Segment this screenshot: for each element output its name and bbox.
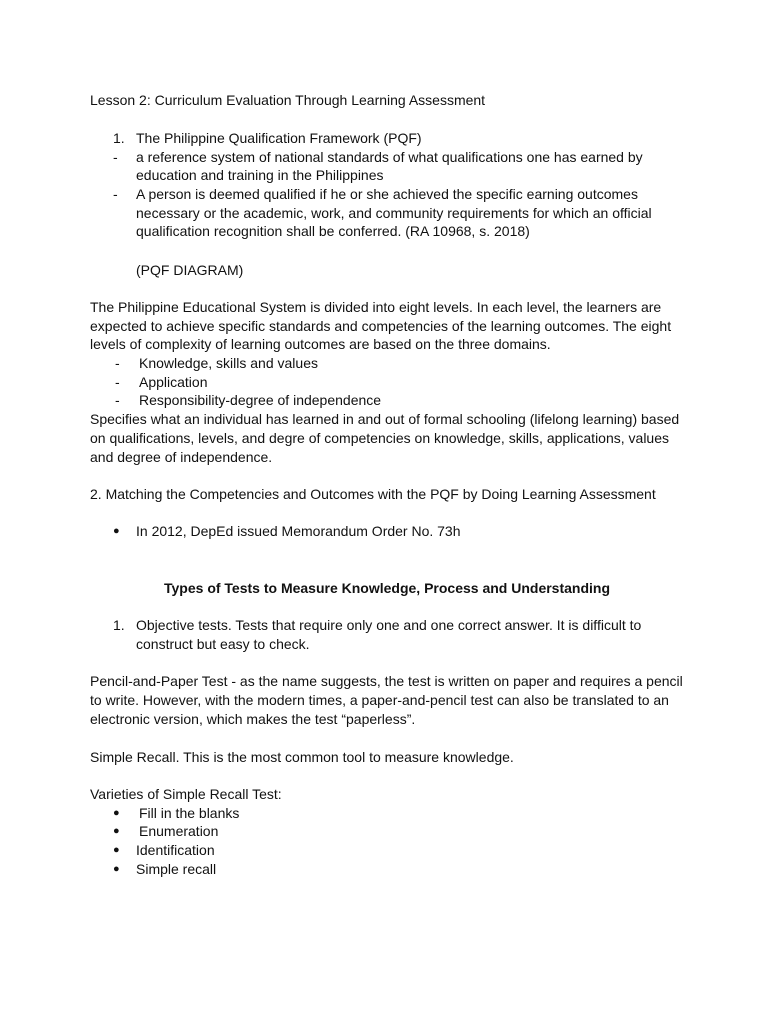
dash-marker: - — [115, 392, 120, 408]
bullet-icon: ● — [113, 863, 120, 875]
variety-item: Simple recall — [136, 861, 217, 877]
specifies-paragraph-line1: Specifies what an individual has learned in and out of formal schooling (lifelong learning) based — [90, 411, 680, 427]
bullet-icon: ● — [113, 525, 120, 537]
pqf-bullet2-line2: necessary or the academic, work, and community requirements for which an official — [136, 205, 652, 221]
types-heading: Types of Tests to Measure Knowledge, Process and Understanding — [164, 580, 611, 596]
list-number: 1. — [113, 617, 125, 633]
pencil-paragraph-line3: electronic version, which makes the test “paperless”. — [90, 711, 416, 727]
domain-item: Responsibility-degree of independence — [139, 392, 382, 408]
bullet-icon: ● — [113, 825, 120, 837]
lesson-title: Lesson 2: Curriculum Evaluation Through Learning Assessment — [90, 92, 486, 108]
pqf-diagram-placeholder: (PQF DIAGRAM) — [136, 262, 244, 278]
varieties-heading: Varieties of Simple Recall Test: — [90, 786, 282, 802]
list-number: 1. — [113, 130, 125, 146]
domain-item: Knowledge, skills and values — [139, 355, 318, 371]
levels-paragraph-line2: expected to achieve specific standards and competencies of the learning outcomes. The eight — [90, 318, 672, 334]
section2-heading: 2. Matching the Competencies and Outcomes with the PQF by Doing Learning Assessment — [90, 486, 656, 502]
bullet-icon: ● — [113, 844, 120, 856]
pencil-paragraph-line1: Pencil-and-Paper Test - as the name suggests, the test is written on paper and requires a pencil — [90, 673, 683, 689]
pqf-bullet2-line1: A person is deemed qualified if he or she achieved the specific earning outcomes — [136, 186, 638, 202]
bullet-icon: ● — [113, 807, 120, 819]
objective-line1: Objective tests. Tests that require only one and one correct answer. It is difficult to — [136, 617, 642, 633]
specifies-paragraph-line2: on qualifications, levels, and degre of competencies on knowledge, skills, applications, values — [90, 430, 670, 446]
levels-paragraph-line1: The Philippine Educational System is divided into eight levels. In each level, the learners are — [90, 299, 662, 315]
dash-marker: - — [113, 149, 118, 165]
pqf-bullet1-line2: education and training in the Philippines — [136, 167, 384, 183]
pqf-heading: The Philippine Qualification Framework (PQF) — [136, 130, 422, 146]
section2-bullet: In 2012, DepEd issued Memorandum Order No. 73h — [136, 523, 461, 539]
variety-item: Enumeration — [139, 823, 219, 839]
dash-marker: - — [113, 186, 118, 202]
specifies-paragraph-line3: and degree of independence. — [90, 449, 273, 465]
pqf-bullet2-line3: qualification recognition shall be conferred. (RA 10968, s. 2018) — [136, 223, 530, 239]
domain-item: Application — [139, 374, 208, 390]
dash-marker: - — [115, 355, 120, 371]
simple-recall-text: Simple Recall. This is the most common tool to measure knowledge. — [90, 749, 514, 765]
variety-item: Identification — [136, 842, 215, 858]
levels-paragraph-line3: levels of complexity of learning outcomes are based on the three domains. — [90, 336, 551, 352]
dash-marker: - — [115, 374, 120, 390]
objective-line2: construct but easy to check. — [136, 636, 310, 652]
variety-item: Fill in the blanks — [139, 805, 240, 821]
pqf-bullet1-line1: a reference system of national standards of what qualifications one has earned by — [136, 149, 643, 165]
pencil-paragraph-line2: to write. However, with the modern times, a paper-and-pencil test can also be translated to an — [90, 692, 669, 708]
